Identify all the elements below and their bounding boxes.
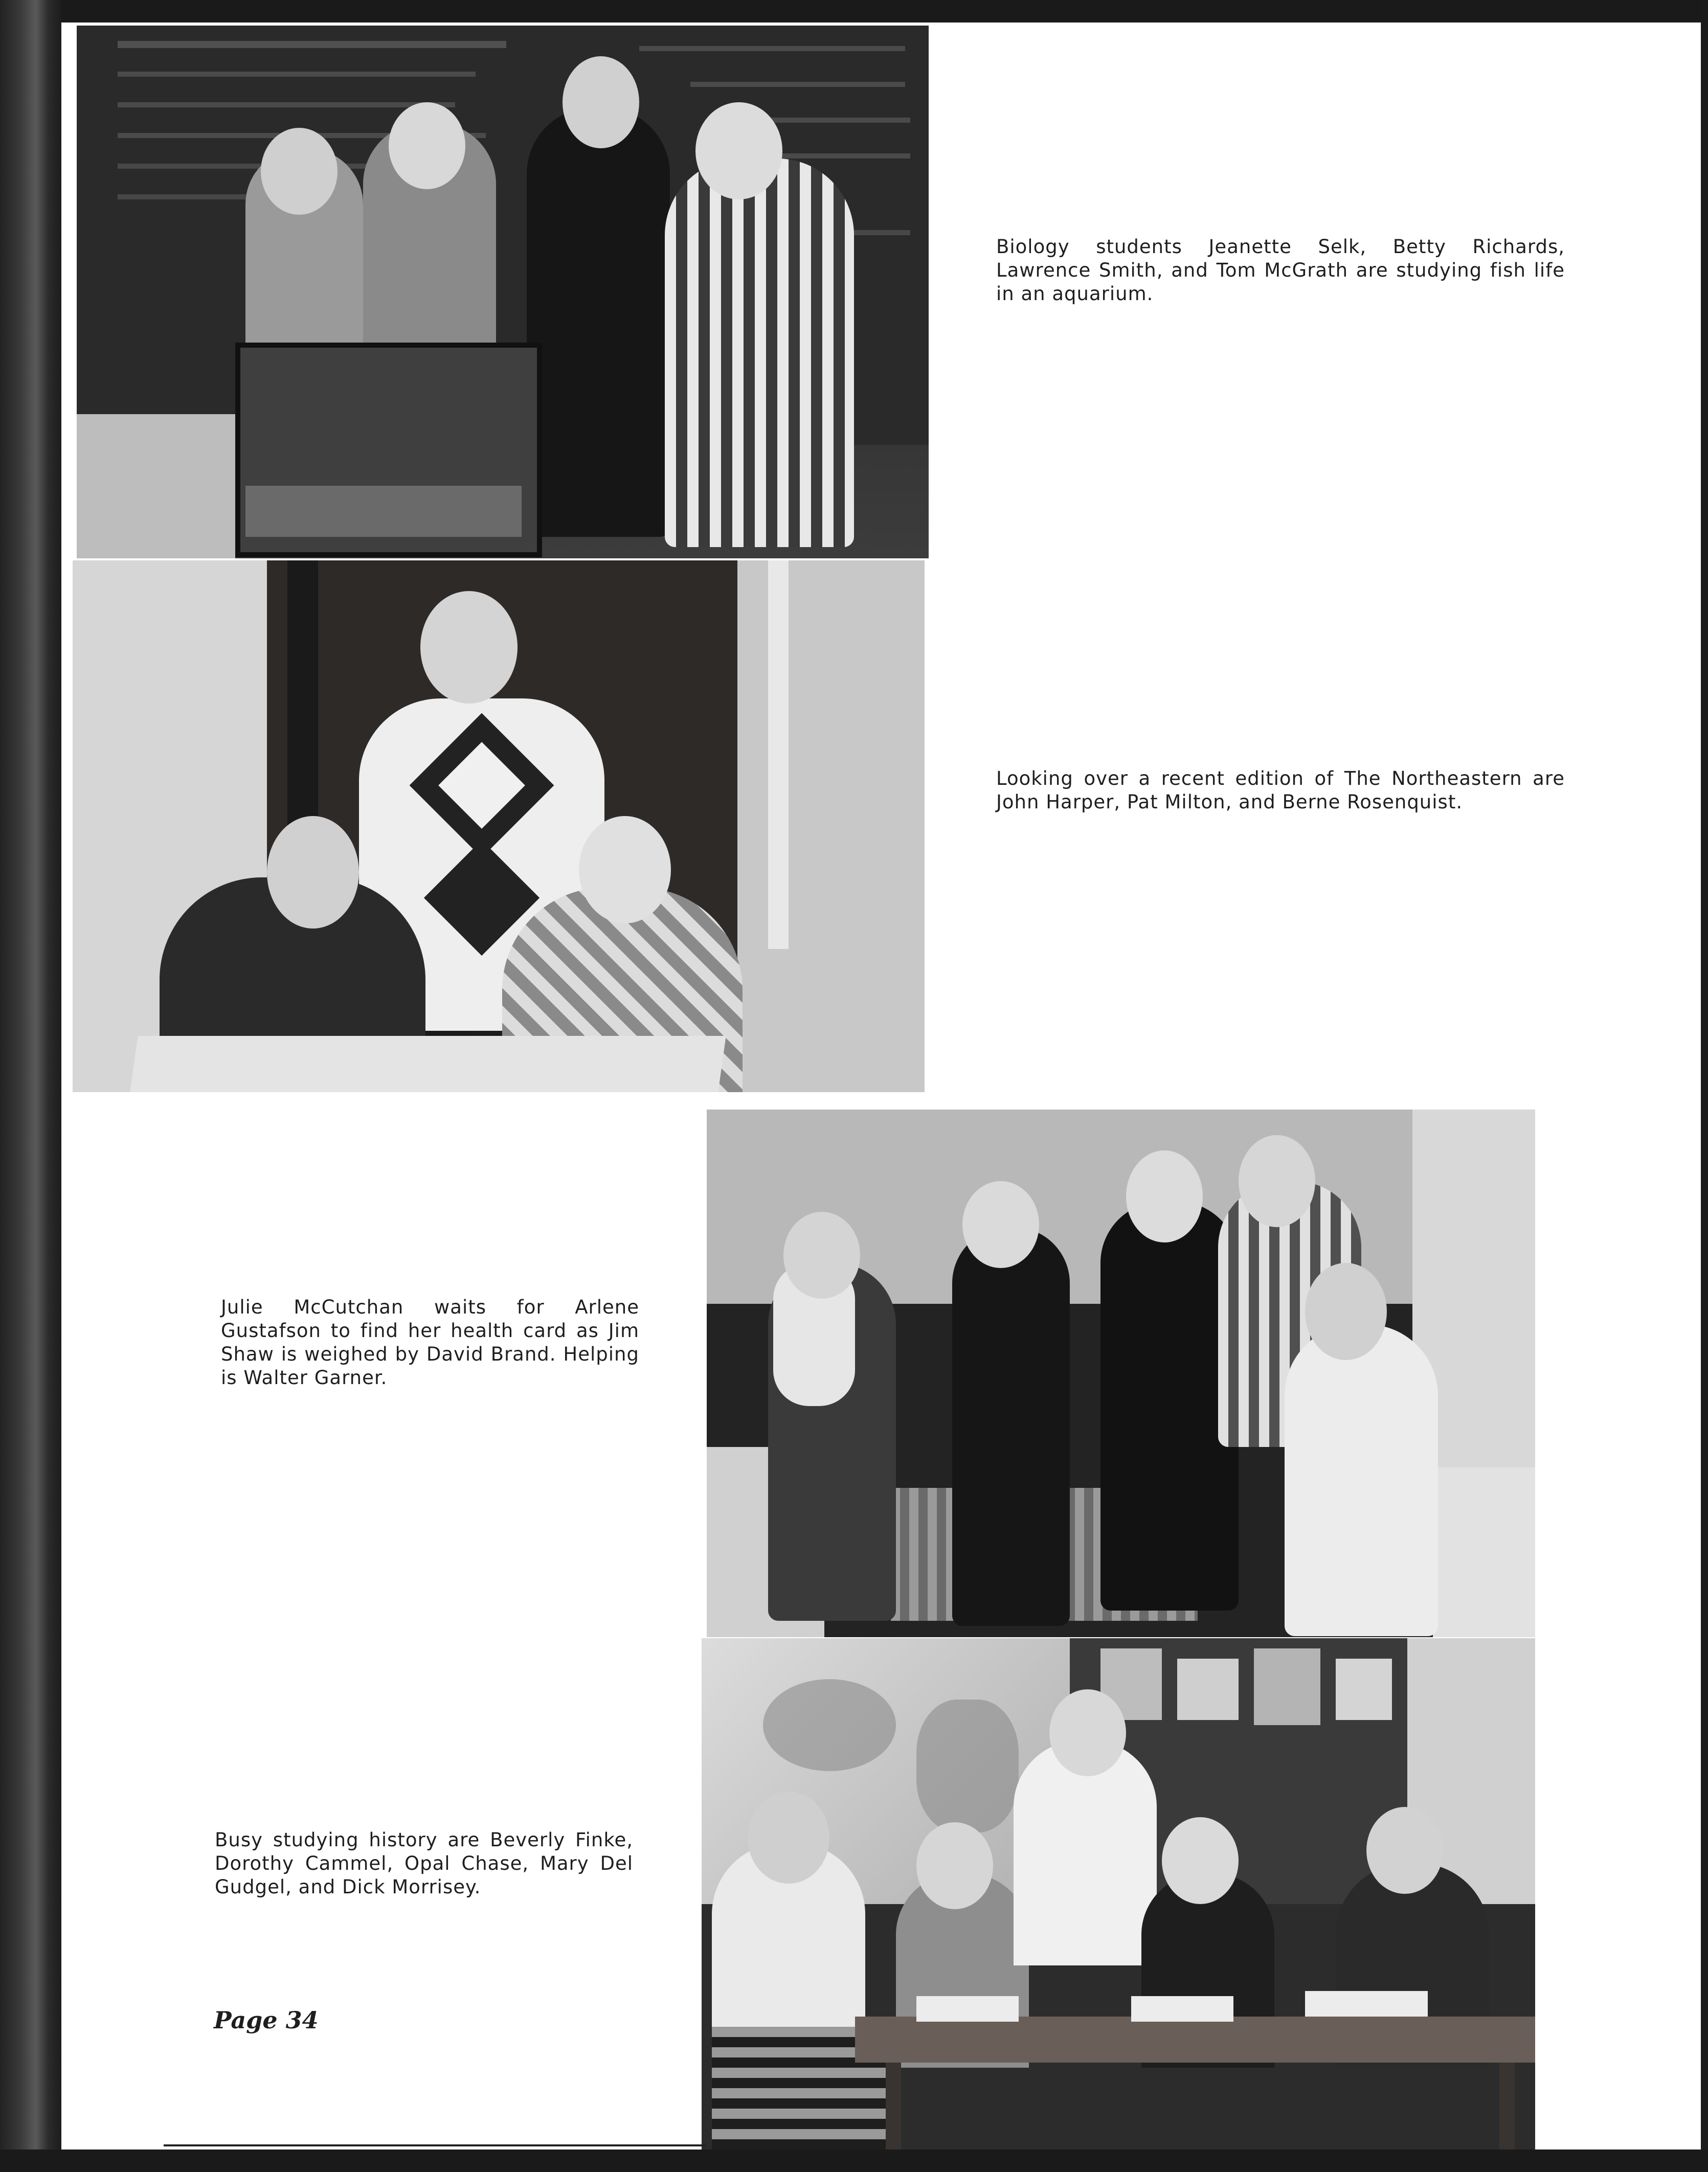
scan-border-bottom <box>0 2150 1708 2172</box>
scan-border-left <box>0 0 61 2172</box>
scan-border-top <box>0 0 1708 22</box>
biology-photo <box>77 26 929 558</box>
history-photo <box>702 1638 1535 2150</box>
newspaper-caption: Looking over a recent edition of The Northeastern are John Harper, Pat Milton, and Berne Rosenquist. <box>996 767 1565 813</box>
yearbook-page <box>61 22 1701 2150</box>
health-caption: Julie McCutchan waits for Arlene Gustafson to find her health card as Jim Shaw is weighed by David Brand. Helping is Walter Garner. <box>221 1296 639 1389</box>
biology-caption: Biology students Jeanette Selk, Betty Richards, Lawrence Smith, and Tom McGrath are studying fish life in an aquarium. <box>996 236 1565 305</box>
page-number: Page 34 <box>214 2006 319 2034</box>
newspaper-photo <box>73 560 925 1092</box>
health-photo <box>707 1110 1535 1637</box>
bottom-rule <box>164 2144 706 2146</box>
scan-border-right <box>1701 0 1708 2172</box>
history-caption: Busy studying history are Beverly Finke, Dorothy Cammel, Opal Chase, Mary Del Gudgel, and Dick Morrisey. <box>215 1829 633 1898</box>
